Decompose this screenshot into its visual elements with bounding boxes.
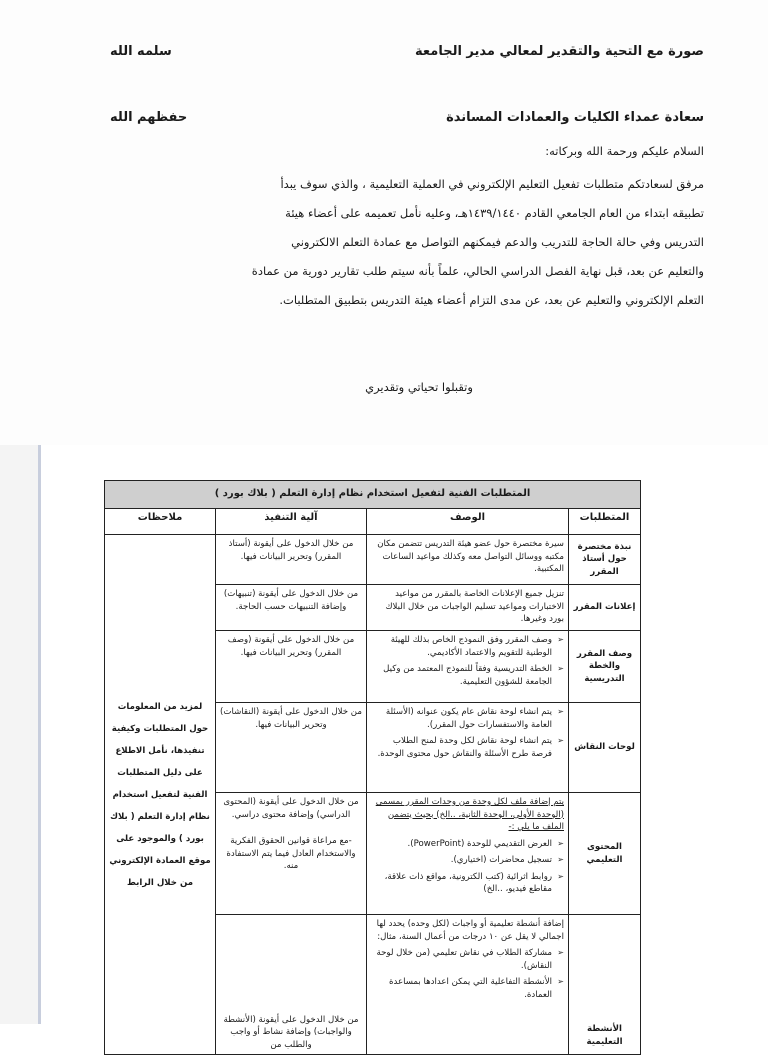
req-cell: وصف المقرر والخطة التدريسية xyxy=(569,631,641,703)
table-title: المتطلبات الفنية لتفعيل استخدام نظام إدارة التعلم ( بلاك بورد ) xyxy=(105,481,641,509)
bullet-item: ➢ مشاركة الطلاب في نقاش تعليمي (من خلال لوحة النقاش). xyxy=(371,947,564,972)
content-intro: يتم إضافة ملف لكل وحدة من وحدات المقرر بمسمى (الوحدة الأولى، الوحدة الثانية، ..الخ) بحيث يتضمن الملف ما يلي :- xyxy=(375,797,564,832)
req-cell: لوحات النقاش xyxy=(569,703,641,793)
bullet-item: ➢ يتم انشاء لوحة نقاش لكل وحدة لمنح الطلاب فرصة طرح الأسئلة والنقاش حول محتوى الوحدة. xyxy=(371,735,564,760)
body-line: التدريس وفي حالة الحاجة للتدريب والدعم فيمكنهم التواصل مع عمادة التعلم الالكتروني xyxy=(291,235,704,249)
req-cell: الأنشطة التعليمية xyxy=(569,915,641,1055)
bullet-item: ➢ الخطة التدريسية وفقاً للنموذج المعتمد من وكيل الجامعة للشؤون التعليمية. xyxy=(371,663,564,688)
body-line: التعلم الإلكتروني والتعليم عن بعد، عن مدى التزام أعضاء هيئة التدريس بتطبيق المتطلبات. xyxy=(279,293,704,307)
desc-cell: تنزيل جميع الإعلانات الخاصة بالمقرر من مواعيد الاختبارات ومواعيد تسليم الواجبات من خلال البلاك بورد وغيرها. xyxy=(367,585,569,631)
header-mechanism: آلية التنفيذ xyxy=(216,509,367,535)
bullet-list xyxy=(371,634,564,688)
mech-cell: من خلال الدخول على أيقونة (تنبيهات) وإضافة التنبيهات حسب الحاجة. xyxy=(216,585,367,631)
salutation: السلام عليكم ورحمة الله وبركاته: xyxy=(545,144,704,158)
recipient-deans: سعادة عمداء الكليات والعمادات المساندة xyxy=(446,110,704,125)
bullet-item: ➢ يتم انشاء لوحة نقاش عام يكون عنوانه (الأسئلة العامة والاستفسارات حول المقرر). xyxy=(371,706,564,731)
closing-line: وتقبلوا تحياتي وتقديري xyxy=(365,380,473,394)
desc-cell xyxy=(367,703,569,793)
mech-cell: من خلال الدخول على أيقونة (أستاذ المقرر) وتحرير البيانات فيها. xyxy=(216,535,367,585)
recipient-rector: صورة مع التحية والتقدير لمعالي مدير الجامعة xyxy=(415,44,704,59)
cover-letter xyxy=(0,0,768,445)
bullet-item: ➢ الأنشطة التفاعلية التي يمكن اعدادها بمساعدة العمادة. xyxy=(371,976,564,1001)
desc-cell xyxy=(367,631,569,703)
greeting-row-deans xyxy=(110,110,704,125)
bullet-item: ➢ روابط اثرائية (كتب الكترونية، مواقع ذات علاقة، مقاطع فيديو، ..الخ) xyxy=(371,871,564,896)
greeting-row-rector xyxy=(110,44,704,59)
letter-body xyxy=(110,170,704,315)
honorific-deans: حفظهم الله xyxy=(110,110,188,125)
header-notes: ملاحظات xyxy=(105,509,216,535)
desc-cell: سيرة مختصرة حول عضو هيئة التدريس تتضمن مكان مكتبه ووسائل التواصل معه وكذلك مواعيد الساعات المكتبية. xyxy=(367,535,569,585)
mech-text: من خلال الدخول على أيقونة (المحتوى الدراسي) وإضافة محتوى دراسي. xyxy=(223,797,359,820)
bullet-item: ➢ وصف المقرر وفق النموذج الخاص بذلك للهيئة الوطنية للتقويم والاعتماد الأكاديمي. xyxy=(371,634,564,659)
body-line: والتعليم عن بعد، قبل نهاية الفصل الدراسي الحالي، علماً بأنه سيتم طلب تقارير دورية من عمادة xyxy=(251,264,704,278)
body-line: تطبيقه ابتداء من العام الجامعي القادم ١٤٣٩/١٤٤٠هـ، وعليه نأمل تعميمه على أعضاء هيئة xyxy=(285,206,704,220)
header-description: الوصف xyxy=(367,509,569,535)
bullet-item: ➢ تسجيل محاضرات (اختياري). xyxy=(371,854,564,867)
mech-cell: من خلال الدخول على أيقونة (وصف المقرر) وتحرير البيانات فيها. xyxy=(216,631,367,703)
desc-cell xyxy=(367,915,569,1055)
mech-cell: من خلال الدخول على أيقونة (النقاشات) وتحرير البيانات فيها. xyxy=(216,703,367,793)
body-line: مرفق لسعادتكم متطلبات تفعيل التعليم الإلكتروني في العملية التعليمية ، والذي سوف يبدأ xyxy=(280,177,704,191)
desc-cell xyxy=(367,793,569,915)
requirements-table xyxy=(104,480,641,1055)
mech-note: -مع مراعاة قوانين الحقوق الفكرية والاستخدام العادل فيما يتم الاستفادة منه. xyxy=(226,836,356,871)
header-requirements: المتطلبات xyxy=(569,509,641,535)
honorific-rector: سلمه الله xyxy=(110,44,172,59)
bullet-list xyxy=(371,947,564,1001)
req-cell: نبذة مختصرة حول أستاذ المقرر xyxy=(569,535,641,585)
notes-cell: لمزيد من المعلومات حول المتطلبات وكيفية تنفيذها، نأمل الاطلاع على دليل المتطلبات الفنية لتفعيل استخدام نظام إدارة التعلم ( بلاك بورد ) والموجود على موقع العمادة الإلكتروني من خلال الرابط xyxy=(105,535,216,1055)
bullet-list xyxy=(371,706,564,760)
req-cell: إعلانات المقرر xyxy=(569,585,641,631)
mech-cell xyxy=(216,793,367,915)
req-cell: المحتوى التعليمي xyxy=(569,793,641,915)
table-row xyxy=(105,535,641,585)
activity-intro: إضافة أنشطة تعليمية أو واجبات (لكل وحده) يحدد لها اجمالي لا يقل عن ١٠ درجات من أعمال السنة، مثال: xyxy=(376,919,564,942)
mech-cell xyxy=(216,915,367,1055)
bullet-list xyxy=(371,838,564,896)
bullet-item: ➢ العرض التقديمي للوحدة (PowerPoint). xyxy=(371,838,564,851)
table-header-row xyxy=(105,509,641,535)
mech-text: من خلال الدخول على أيقونة (الأنشطة والواجبات) وإضافة نشاط أو واجب والطلب من xyxy=(223,1014,359,1050)
